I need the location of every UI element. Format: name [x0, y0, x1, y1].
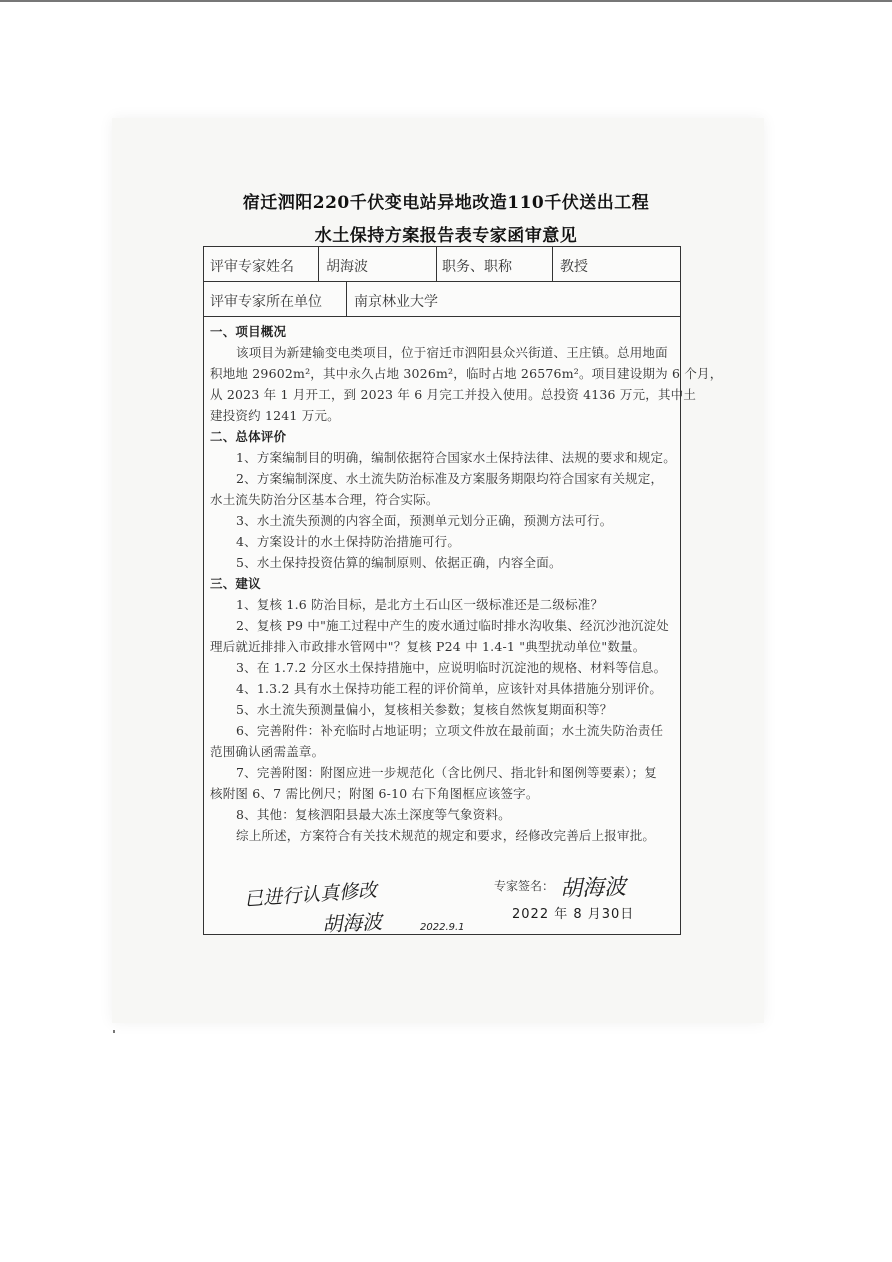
opinion-body: [204, 317, 723, 846]
section-heading: 二、总体评价: [210, 429, 287, 444]
handwritten-note-date: 2022.9.1: [420, 922, 465, 933]
reviewer-name-label: 评审专家姓名: [210, 259, 294, 275]
body-line: 3、在 1.7.2 分区水土保持措施中，应说明临时沉淀池的规格、材料等信息。: [236, 660, 667, 675]
body-line: 理后就近排排入市政排水管网中"？复核 P24 中 1.4-1 "典型扰动单位"数量。: [210, 639, 646, 654]
body-line: 5、水土流失预测量偏小，复核相关参数；复核自然恢复期面积等？: [236, 702, 613, 717]
scan-speck: [113, 1030, 115, 1033]
section-heading: 三、建议: [210, 576, 261, 591]
body-line: 5、水土保持投资估算的编制原则、依据正确，内容全面。: [236, 555, 562, 570]
conclusion-line: 综上所述，方案符合有关技术规范的规定和要求，经修改完善后上报审批。: [236, 828, 656, 843]
body-line: 2、方案编制深度、水土流失防治标准及方案服务期限均符合国家有关规定，: [236, 471, 664, 486]
body-line: 范围确认函需盖章。: [210, 744, 325, 759]
col-divider: [552, 247, 553, 281]
body-line: 1、复核 1.6 防治目标，是北方土石山区一级标准还是二级标准？: [236, 597, 604, 612]
body-line: 8、其他：复核泗阳县最大冻土深度等气象资料。: [236, 807, 511, 822]
body-line: 2、复核 P9 中"施工过程中产生的废水通过临时排水沟收集、经沉沙池沉淀处: [236, 618, 669, 633]
body-line: 4、1.3.2 具有水土保持功能工程的评价简单，应该针对具体措施分别评价。: [236, 681, 663, 696]
col-divider: [436, 247, 437, 281]
scan-top-edge: [0, 0, 892, 2]
position-value: 教授: [560, 259, 588, 275]
body-line: 从 2023 年 1 月开工，到 2023 年 6 月完工并投入使用。总投资 4136 万元，其中土: [210, 387, 697, 402]
row-divider: [204, 281, 680, 282]
body-line: 核附图 6、7 需比例尺；附图 6-10 右下角图框应该签字。: [210, 786, 539, 801]
handwritten-note-signature: 胡海波: [321, 909, 383, 937]
body-line: 该项目为新建输变电类项目，位于宿迁市泗阳县众兴街道、王庄镇。总用地面: [236, 345, 668, 360]
unit-label: 评审专家所在单位: [210, 294, 322, 310]
reviewer-name-value: 胡海波: [326, 259, 368, 275]
signature-area: [204, 867, 680, 936]
document-title: 宿迁泗阳220千伏变电站异地改造110千伏送出工程: [242, 193, 650, 213]
body-line: 4、方案设计的水土保持防治措施可行。: [236, 534, 461, 549]
col-divider: [318, 247, 319, 281]
col-divider: [346, 281, 347, 316]
body-line: 建投资约 1241 万元。: [210, 408, 340, 423]
signature-date: 2022 年 8 月30日: [512, 907, 635, 922]
body-line: 积地地 29602m²，其中永久占地 3026m²，临时占地 26576m²。项目建设期为 6 个月，: [210, 366, 723, 381]
unit-value: 南京林业大学: [354, 294, 438, 310]
document-subtitle: 水土保持方案报告表专家函审意见: [314, 226, 578, 246]
position-label: 职务、职称: [442, 259, 512, 275]
review-form: [203, 246, 723, 937]
body-line: 7、完善附图：附图应进一步规范化（含比例尺、指北针和图例等要素）；复: [236, 765, 658, 780]
body-line: 3、水土流失预测的内容全面，预测单元划分正确，预测方法可行。: [236, 513, 613, 528]
expert-signature-label: 专家签名：: [494, 879, 555, 893]
expert-signature: 胡海波: [559, 874, 627, 903]
section-heading: 一、项目概况: [210, 324, 287, 339]
body-line: 水土流失防治分区基本合理，符合实际。: [210, 492, 439, 507]
body-line: 1、方案编制目的明确，编制依据符合国家水土保持法律、法规的要求和规定。: [236, 450, 676, 465]
body-line: 6、完善附件：补充临时占地证明；立项文件放在最前面；水土流失防治责任: [236, 723, 664, 738]
handwritten-revision-note: 已进行认真修改: [243, 879, 378, 911]
